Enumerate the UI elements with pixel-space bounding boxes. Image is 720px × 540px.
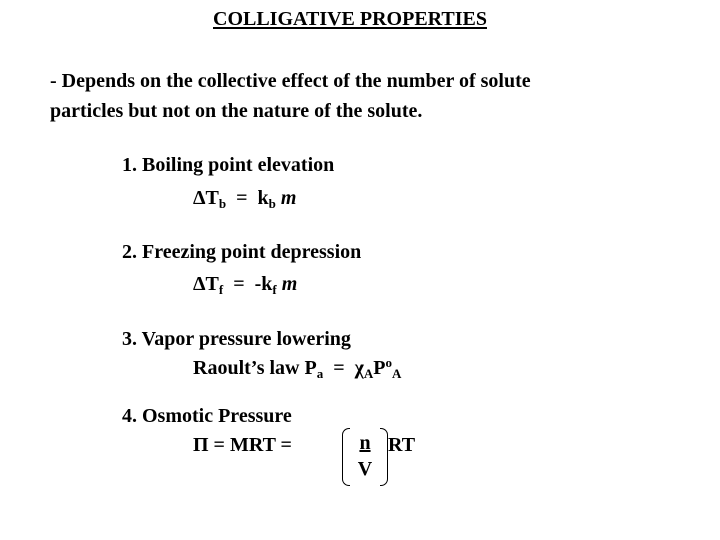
item-boiling-point-heading: 1. Boiling point elevation — [122, 154, 335, 176]
item-osmotic-pressure-heading: 4. Osmotic Pressure — [122, 405, 292, 427]
formula-raoults-law — [193, 357, 401, 380]
formula-variable: m — [280, 187, 297, 209]
formula-subscript: f — [218, 282, 224, 297]
item-freezing-point-heading: 2. Freezing point depression — [122, 241, 362, 263]
formula-equals: = -k — [223, 273, 273, 295]
formula-fraction — [342, 428, 388, 488]
formula-symbol: ΔT — [193, 273, 219, 295]
fraction-numerator: n — [359, 432, 371, 454]
formula-equals: = χ — [323, 357, 364, 379]
formula-equals: = k — [226, 187, 269, 209]
formula-subscript: b — [218, 196, 227, 211]
formula-pressure: P — [373, 357, 386, 379]
formula-subscript: A — [363, 366, 374, 381]
formula-subscript: a — [316, 366, 324, 381]
page-title: COLLIGATIVE PROPERTIES — [213, 8, 487, 30]
formula-symbol: ΔT — [193, 187, 219, 209]
item-vapor-pressure-heading: 3. Vapor pressure lowering — [122, 328, 351, 350]
formula-prefix: Raoult’s law P — [193, 357, 317, 379]
intro-line-1: - Depends on the collective effect of the number of solute — [50, 70, 531, 92]
formula-osmotic-rhs: RT — [388, 434, 416, 456]
formula-osmotic-lhs: Π = MRT = — [193, 434, 292, 456]
formula-subscript: f — [272, 282, 277, 297]
formula-superscript: o — [385, 355, 392, 370]
formula-subscript: b — [268, 196, 276, 211]
formula-boiling-point — [193, 187, 296, 210]
formula-variable: m — [281, 273, 298, 295]
intro-line-2: particles but not on the nature of the solute. — [50, 100, 423, 122]
right-parenthesis — [380, 428, 388, 486]
intro-text — [50, 66, 531, 126]
formula-subscript: A — [391, 366, 402, 381]
fraction-denominator: V — [357, 458, 373, 480]
formula-freezing-point — [193, 273, 297, 296]
